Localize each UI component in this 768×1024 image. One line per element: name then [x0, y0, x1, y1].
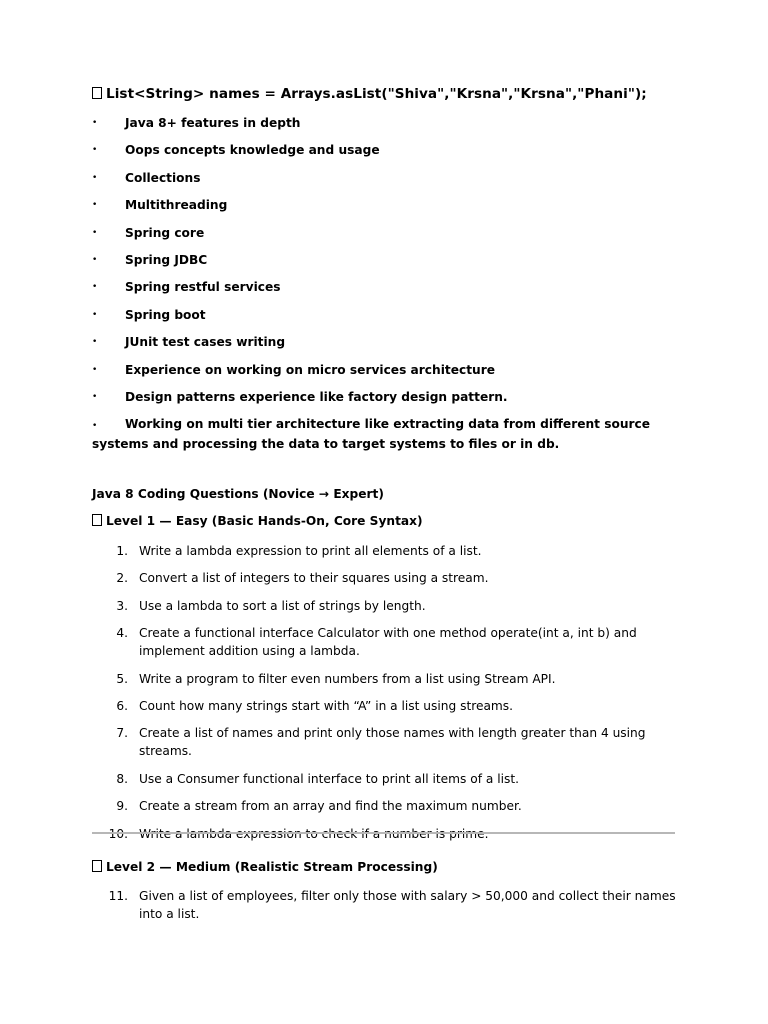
bullet-icon: • [92, 421, 98, 432]
question-item: 7. Create a list of names and print only those names with length greater than 4 using streams. [116, 726, 646, 759]
missing-glyph-icon [92, 87, 102, 99]
level1-heading [92, 514, 423, 528]
list-item: • Experience on working on micro services architecture [92, 362, 495, 377]
bullet-icon: • [92, 172, 98, 183]
question-item: 5. Write a program to filter even numbers from a list using Stream API. [116, 671, 556, 686]
list-item: • Spring restful services [92, 280, 281, 295]
level2-title: Level 2 — Medium (Realistic Stream Processing) [106, 860, 438, 874]
horizontal-divider [92, 832, 675, 834]
question-item: 9. Create a stream from an array and find the maximum number. [116, 799, 522, 814]
level1-questions [92, 542, 677, 852]
list-item: • Multithreading [92, 198, 228, 213]
question-item: 6. Count how many strings start with “A” in a list using streams. [116, 698, 514, 713]
bullet-icon: • [92, 254, 98, 265]
level2-questions [92, 887, 677, 932]
list-item: • Design patterns experience like factory design pattern. [92, 389, 508, 404]
bullet-icon: • [92, 145, 98, 156]
coding-questions-title: Java 8 Coding Questions (Novice → Expert) [92, 487, 384, 501]
question-item: 8. Use a Consumer functional interface to print all items of a list. [116, 771, 519, 786]
question-item: 3. Use a lambda to sort a list of strings by length. [116, 598, 426, 613]
bullet-icon: • [92, 227, 98, 238]
bullet-icon: • [92, 391, 98, 402]
bullet-icon: • [92, 118, 98, 128]
question-item: 1. Write a lambda expression to print all elements of a list. [116, 544, 482, 558]
bullet-icon: • [92, 200, 98, 211]
question-item: 10. Write a lambda expression to check if a number is prime. [108, 826, 489, 841]
list-item: • Oops concepts knowledge and usage [92, 143, 380, 158]
list-item: • Collections [92, 170, 201, 185]
requirements-list [92, 114, 682, 463]
question-item: 2. Convert a list of integers to their squares using a stream. [116, 571, 489, 586]
list-item: • Java 8+ features in depth [92, 116, 301, 130]
question-item: 11. Given a list of employees, filter only those with salary > 50,000 and collect their names into a list. [108, 889, 676, 921]
question-item: 4. Create a functional interface Calculator with one method operate(int a, int b) and implement addition using a lambda. [116, 626, 637, 659]
code-line [92, 86, 647, 102]
missing-glyph-icon [92, 514, 102, 526]
bullet-icon: • [92, 309, 98, 320]
level2-heading [92, 860, 438, 874]
list-item: • Spring JDBC [92, 252, 208, 267]
bullet-icon: • [92, 364, 98, 375]
level1-title: Level 1 — Easy (Basic Hands-On, Core Syntax) [106, 514, 423, 528]
bullet-icon: • [92, 282, 98, 293]
list-item: • Spring core [92, 225, 205, 240]
missing-glyph-icon [92, 860, 102, 872]
code-line-text: List<String> names = Arrays.asList("Shiva","Krsna","Krsna","Phani"); [106, 86, 647, 102]
list-item: • Spring boot [92, 307, 206, 322]
list-item: • JUnit test cases writing [92, 335, 286, 350]
bullet-icon: • [92, 337, 98, 348]
list-item: • Working on multi tier architecture like extracting data from different source systems and processing the data to target systems to files or in db. [92, 417, 651, 452]
